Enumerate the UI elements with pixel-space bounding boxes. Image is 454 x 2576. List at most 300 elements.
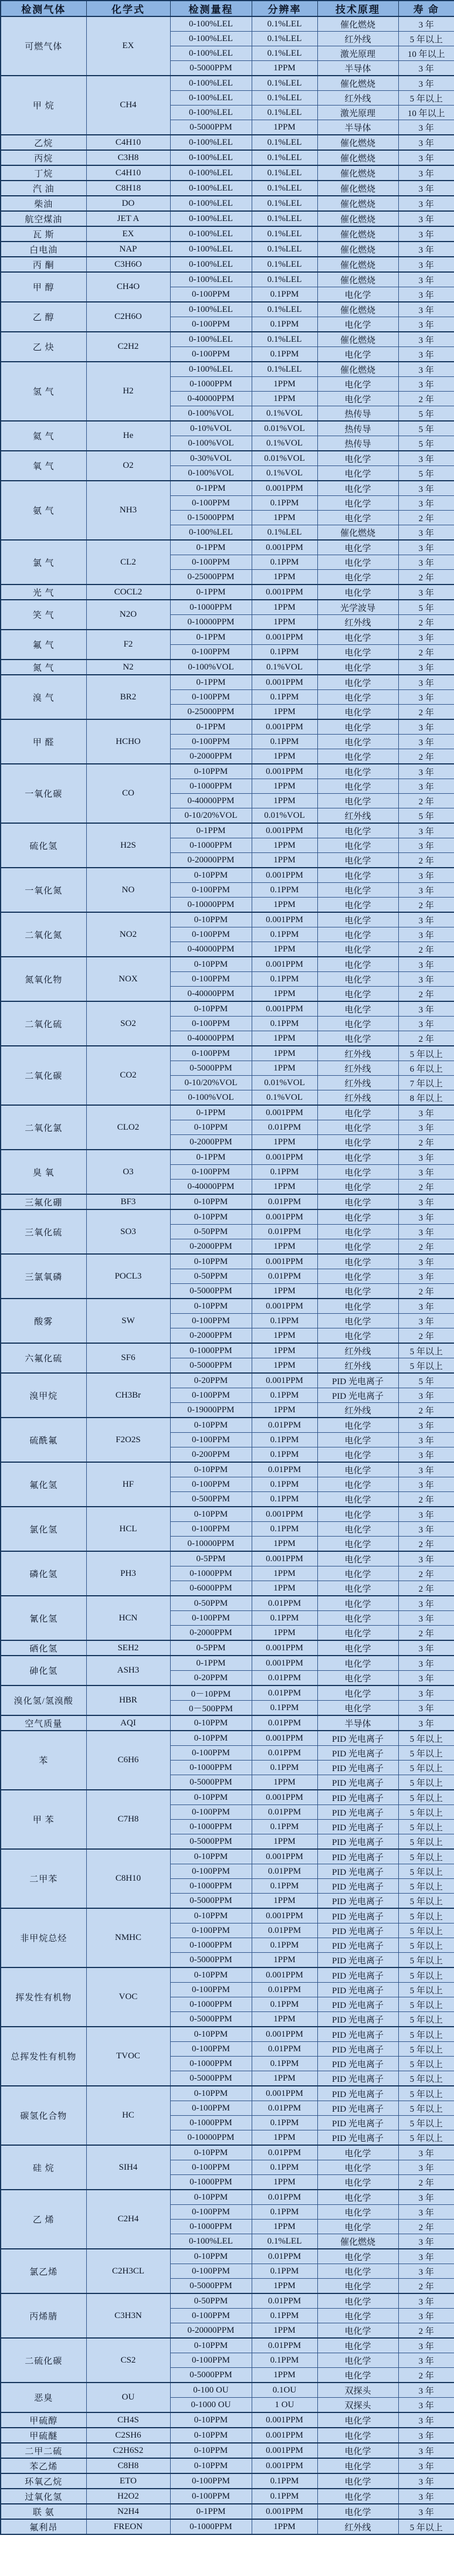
principle-cell: 电化学 [317, 1447, 398, 1463]
principle-cell: 电化学 [317, 1433, 398, 1447]
resolution-cell: 0.01PPM [252, 2101, 317, 2116]
gas-name-cell: 二氧化硫 [1, 1001, 86, 1046]
principle-cell: 电化学 [317, 749, 398, 764]
lifespan-cell: 3 年 [398, 362, 454, 377]
principle-cell: 红外线 [317, 1076, 398, 1090]
resolution-cell: 0.001PPM [252, 2458, 317, 2473]
resolution-cell: 0.1%VOL [252, 660, 317, 675]
gas-name-cell: 二氧化碳 [1, 1046, 86, 1105]
resolution-cell: 1PPM [252, 392, 317, 406]
lifespan-cell: 3 年 [398, 525, 454, 541]
gas-name-cell: 汽 油 [1, 181, 86, 196]
principle-cell: 电化学 [317, 1537, 398, 1552]
principle-cell: 双探头 [317, 2383, 398, 2398]
resolution-cell: 1PPM [252, 987, 317, 1002]
principle-cell: 电化学 [317, 347, 398, 362]
lifespan-cell: 5 年以上 [398, 1864, 454, 1879]
lifespan-cell: 3 年 [398, 2264, 454, 2279]
lifespan-cell: 3 年 [398, 927, 454, 942]
resolution-cell: 1PPM [252, 2071, 317, 2086]
formula-cell: O2 [86, 451, 170, 481]
resolution-cell: 0.1PPM [252, 1492, 317, 1507]
resolution-cell: 0.1%LEL [252, 181, 317, 196]
principle-cell: 电化学 [317, 1611, 398, 1626]
lifespan-cell: 3 年 [398, 1671, 454, 1686]
range-cell: 0-10000PPM [170, 1537, 252, 1552]
principle-cell: 红外线 [317, 615, 398, 630]
lifespan-cell: 5 年以上 [398, 1967, 454, 1983]
range-cell: 0-1000PPM [170, 779, 252, 794]
lifespan-cell: 3 年 [398, 332, 454, 347]
principle-cell: 电化学 [317, 1671, 398, 1686]
resolution-cell: 0.1PPM [252, 2264, 317, 2279]
resolution-cell: 1PPM [252, 853, 317, 868]
range-cell: 0-100%LEL [170, 106, 252, 120]
formula-cell: VOC [86, 1967, 170, 2027]
gas-name-cell: 乙 炔 [1, 332, 86, 362]
principle-cell: 电化学 [317, 1701, 398, 1716]
range-cell: 0-1000PPM [170, 1820, 252, 1834]
range-cell: 0-1000PPM [170, 1997, 252, 2012]
lifespan-cell: 2 年 [398, 645, 454, 660]
lifespan-cell: 6 年以上 [398, 1061, 454, 1076]
range-cell: 0-1000PPM [170, 838, 252, 853]
lifespan-cell: 2 年 [398, 1284, 454, 1299]
formula-cell: C8H8 [86, 2458, 170, 2473]
table-row [1, 181, 454, 196]
lifespan-cell: 2 年 [398, 794, 454, 808]
resolution-cell: 0.01PPM [252, 1194, 317, 1209]
resolution-cell: 0.1PPM [252, 1611, 317, 1626]
table-row [1, 1849, 454, 1864]
resolution-cell: 1PPM [252, 2175, 317, 2190]
lifespan-cell: 5 年以上 [398, 1805, 454, 1820]
lifespan-cell: 5 年 [398, 421, 454, 436]
resolution-cell: 0.001PPM [252, 1001, 317, 1017]
gas-name-cell: 甲硫醇 [1, 2412, 86, 2428]
formula-cell: HF [86, 1462, 170, 1507]
principle-cell: 电化学 [317, 2293, 398, 2309]
range-cell: 0-25000PPM [170, 570, 252, 585]
formula-cell: CO [86, 764, 170, 823]
gas-name-cell: 氰化氢 [1, 1596, 86, 1640]
principle-cell: 催化燃烧 [317, 272, 398, 287]
gas-name-cell: 氯化氢 [1, 1507, 86, 1551]
lifespan-cell: 3 年 [398, 630, 454, 645]
resolution-cell: 0.001PPM [252, 719, 317, 735]
lifespan-cell: 3 年 [398, 2353, 454, 2368]
principle-cell: 电化学 [317, 898, 398, 913]
formula-cell: N2O [86, 600, 170, 630]
range-cell: 0-100PPM [170, 317, 252, 332]
resolution-cell: 0.1PPM [252, 2489, 317, 2504]
resolution-cell: 0.001PPM [252, 1656, 317, 1671]
formula-cell: DO [86, 196, 170, 211]
principle-cell: PID 光电离子 [317, 2042, 398, 2057]
range-cell: 0-100%LEL [170, 525, 252, 541]
principle-cell: 催化燃烧 [317, 211, 398, 226]
formula-cell: TVOC [86, 2027, 170, 2086]
resolution-cell: 0.1PPM [252, 1388, 317, 1403]
principle-cell: PID 光电离子 [317, 1761, 398, 1775]
principle-cell: 电化学 [317, 1194, 398, 1209]
formula-cell: CH4O [86, 272, 170, 302]
lifespan-cell: 5 年以上 [398, 2101, 454, 2116]
lifespan-cell: 3 年 [398, 2145, 454, 2160]
principle-cell: 电化学 [317, 1225, 398, 1239]
header-principle: 技术原理 [317, 1, 398, 16]
gas-name-cell: 三氧化硫 [1, 1209, 86, 1254]
gas-name-cell: 丙烯腈 [1, 2293, 86, 2338]
lifespan-cell: 3 年 [398, 1105, 454, 1120]
resolution-cell: 0.1PPM [252, 317, 317, 332]
principle-cell: PID 光电离子 [317, 2101, 398, 2116]
formula-cell: NAP [86, 242, 170, 257]
resolution-cell: 1PPM [252, 2323, 317, 2339]
principle-cell: 电化学 [317, 1150, 398, 1165]
resolution-cell: 0.001PPM [252, 868, 317, 883]
principle-cell: 电化学 [317, 2504, 398, 2519]
gas-name-cell: 二氧化氯 [1, 1105, 86, 1150]
range-cell: 0-10000PPM [170, 2130, 252, 2146]
range-cell: 0-5000PPM [170, 1061, 252, 1076]
range-cell: 0-1PPM [170, 1150, 252, 1165]
lifespan-cell: 3 年 [398, 196, 454, 211]
range-cell: 0-100%VOL [170, 406, 252, 422]
lifespan-cell: 3 年 [398, 1596, 454, 1611]
range-cell: 0-50PPM [170, 2293, 252, 2309]
resolution-cell: 1PPM [252, 1343, 317, 1358]
lifespan-cell: 3 年 [398, 1656, 454, 1671]
resolution-cell: 0.1PPM [252, 2057, 317, 2071]
range-cell: 0-1PPM [170, 2504, 252, 2519]
resolution-cell: 0.1%LEL [252, 211, 317, 226]
formula-cell: SF6 [86, 1343, 170, 1373]
lifespan-cell: 3 年 [398, 2205, 454, 2220]
lifespan-cell: 3 年 [398, 165, 454, 181]
resolution-cell: 0.001PPM [252, 630, 317, 645]
range-cell: 0-5000PPM [170, 2071, 252, 2086]
table-row [1, 1105, 454, 1120]
lifespan-cell: 2 年 [398, 615, 454, 630]
range-cell: 0-100%LEL [170, 150, 252, 165]
range-cell: 0-1000PPM [170, 1343, 252, 1358]
principle-cell: 催化燃烧 [317, 76, 398, 91]
range-cell: 0-10PPM [170, 1254, 252, 1269]
gas-name-cell: 甲硫醚 [1, 2428, 86, 2443]
range-cell: 0-200PPM [170, 1447, 252, 1463]
range-cell: 0-10PPM [170, 2443, 252, 2458]
principle-cell: 电化学 [317, 1477, 398, 1492]
gas-name-cell: 光 气 [1, 584, 86, 600]
range-cell: 0-10/20%VOL [170, 1076, 252, 1090]
formula-cell: C2H6O [86, 302, 170, 332]
range-cell: 0-40000PPM [170, 392, 252, 406]
range-cell: 0-100%VOL [170, 1090, 252, 1106]
header-range: 检测量程 [170, 1, 252, 16]
resolution-cell: 0.001PPM [252, 1209, 317, 1225]
principle-cell: PID 光电离子 [317, 2071, 398, 2086]
principle-cell: PID 光电离子 [317, 2012, 398, 2027]
range-cell: 0-100%LEL [170, 226, 252, 242]
lifespan-cell: 5 年以上 [398, 2042, 454, 2057]
principle-cell: PID 光电离子 [317, 1908, 398, 1923]
range-cell: 0-50PPM [170, 1269, 252, 1284]
resolution-cell: 1PPM [252, 377, 317, 392]
resolution-cell: 0.001PPM [252, 1731, 317, 1746]
gas-name-cell: 碳氢化合物 [1, 2086, 86, 2145]
table-row [1, 1715, 454, 1731]
principle-cell: 电化学 [317, 511, 398, 525]
resolution-cell: 0.1%LEL [252, 525, 317, 541]
resolution-cell: 0.01PPM [252, 1671, 317, 1686]
lifespan-cell: 3 年 [398, 690, 454, 705]
lifespan-cell: 5 年以上 [398, 1820, 454, 1834]
principle-cell: 电化学 [317, 1254, 398, 1269]
range-cell: 0-100PPM [170, 1165, 252, 1180]
range-cell: 0-10000PPM [170, 615, 252, 630]
principle-cell: 激光原理 [317, 46, 398, 61]
lifespan-cell: 5 年以上 [398, 1953, 454, 1968]
lifespan-cell: 2 年 [398, 749, 454, 764]
resolution-cell: 0.1PPM [252, 972, 317, 987]
table-row [1, 1373, 454, 1388]
gas-name-cell: 乙 醇 [1, 302, 86, 332]
resolution-cell: 0.001PPM [252, 1105, 317, 1120]
formula-cell: C2SH6 [86, 2428, 170, 2443]
formula-cell: O3 [86, 1150, 170, 1194]
principle-cell: 电化学 [317, 1239, 398, 1255]
range-cell: 0-10PPM [170, 2338, 252, 2353]
resolution-cell: 0.1PPM [252, 1433, 317, 1447]
gas-name-cell: 二氧化氮 [1, 912, 86, 957]
formula-cell: NOX [86, 957, 170, 1001]
range-cell: 0-100PPM [170, 1477, 252, 1492]
resolution-cell: 0.1PPM [252, 1938, 317, 1953]
lifespan-cell: 10 年以上 [398, 106, 454, 120]
range-cell: 0-10PPM [170, 1462, 252, 1477]
lifespan-cell: 3 年 [398, 1715, 454, 1731]
principle-cell: 电化学 [317, 690, 398, 705]
principle-cell: 电化学 [317, 1328, 398, 1344]
principle-cell: 催化燃烧 [317, 525, 398, 541]
lifespan-cell: 2 年 [398, 1031, 454, 1046]
formula-cell: H2 [86, 362, 170, 421]
lifespan-cell: 3 年 [398, 481, 454, 496]
formula-cell: POCL3 [86, 1254, 170, 1299]
resolution-cell: 0.1PPM [252, 927, 317, 942]
principle-cell: 电化学 [317, 1596, 398, 1611]
principle-cell: 红外线 [317, 1358, 398, 1374]
resolution-cell: 1PPM [252, 1953, 317, 1968]
resolution-cell: 0.01PPM [252, 1805, 317, 1820]
principle-cell: 催化燃烧 [317, 302, 398, 317]
principle-cell: 红外线 [317, 1046, 398, 1061]
resolution-cell: 0.01PPM [252, 2042, 317, 2057]
lifespan-cell: 3 年 [398, 675, 454, 690]
lifespan-cell: 5 年以上 [398, 2071, 454, 2086]
lifespan-cell: 8 年以上 [398, 1090, 454, 1106]
formula-cell: CH3Br [86, 1373, 170, 1418]
lifespan-cell: 3 年 [398, 257, 454, 272]
resolution-cell: 1PPM [252, 1061, 317, 1076]
range-cell: 0-10000PPM [170, 898, 252, 913]
lifespan-cell: 3 年 [398, 779, 454, 794]
principle-cell: 电化学 [317, 1314, 398, 1328]
lifespan-cell: 3 年 [398, 719, 454, 735]
lifespan-cell: 5 年 [398, 808, 454, 824]
range-cell: 0-40000PPM [170, 942, 252, 957]
range-cell: 0-100PPM [170, 927, 252, 942]
formula-cell: C7H8 [86, 1790, 170, 1849]
lifespan-cell: 3 年 [398, 584, 454, 600]
table-row [1, 76, 454, 91]
gas-name-cell: 三氟化硼 [1, 1194, 86, 1209]
table-row [1, 2338, 454, 2353]
principle-cell: 电化学 [317, 1626, 398, 1641]
principle-cell: PID 光电离子 [317, 1983, 398, 1997]
range-cell: 0-5000PPM [170, 1284, 252, 1299]
range-cell: 0-100PPM [170, 1017, 252, 1031]
range-cell: 0-10PPM [170, 1209, 252, 1225]
range-cell: 0-1000PPM [170, 1879, 252, 1894]
principle-cell: 催化燃烧 [317, 242, 398, 257]
gas-name-cell: 氢 气 [1, 362, 86, 421]
principle-cell: 电化学 [317, 2190, 398, 2205]
principle-cell: 半导体 [317, 61, 398, 76]
gas-name-cell: 环氧乙烷 [1, 2473, 86, 2489]
lifespan-cell: 2 年 [398, 511, 454, 525]
lifespan-cell: 2 年 [398, 705, 454, 720]
range-cell: 0-5PPM [170, 1640, 252, 1656]
resolution-cell: 0.1PPM [252, 1165, 317, 1180]
header-row [1, 1, 454, 16]
lifespan-cell: 3 年 [398, 1551, 454, 1566]
lifespan-cell: 3 年 [398, 1447, 454, 1463]
lifespan-cell: 3 年 [398, 2443, 454, 2458]
gas-name-cell: 溴 气 [1, 675, 86, 719]
lifespan-cell: 3 年 [398, 272, 454, 287]
table-row [1, 600, 454, 615]
formula-cell: C8H10 [86, 1849, 170, 1908]
range-cell: 0-5PPM [170, 1551, 252, 1566]
range-cell: 0-100%LEL [170, 211, 252, 226]
range-cell: 0-100%LEL [170, 2234, 252, 2249]
resolution-cell: 0.1PPM [252, 1879, 317, 1894]
principle-cell: 半导体 [317, 120, 398, 135]
table-row [1, 302, 454, 317]
principle-cell: 电化学 [317, 972, 398, 987]
lifespan-cell: 5 年 [398, 406, 454, 422]
principle-cell: 电化学 [317, 2279, 398, 2294]
principle-cell: 热传导 [317, 436, 398, 451]
range-cell: 0-100%LEL [170, 257, 252, 272]
lifespan-cell: 3 年 [398, 287, 454, 303]
table-row [1, 2027, 454, 2042]
resolution-cell: 1PPM [252, 838, 317, 853]
resolution-cell: 0.001PPM [252, 1967, 317, 1983]
gas-name-cell: 二甲二硫 [1, 2443, 86, 2458]
table-row [1, 1343, 454, 1358]
formula-cell: SW [86, 1299, 170, 1343]
gas-name-cell: 乙烷 [1, 135, 86, 150]
range-cell: 0-100%LEL [170, 362, 252, 377]
resolution-cell: 0.1PPM [252, 735, 317, 749]
lifespan-cell: 3 年 [398, 61, 454, 76]
resolution-cell: 1PPM [252, 511, 317, 525]
lifespan-cell: 3 年 [398, 2412, 454, 2428]
principle-cell: 电化学 [317, 1656, 398, 1671]
resolution-cell: 0.1OU [252, 2383, 317, 2398]
resolution-cell: 0.1%LEL [252, 165, 317, 181]
lifespan-cell: 3 年 [398, 2383, 454, 2398]
range-cell: 0-100PPM [170, 1046, 252, 1061]
table-row [1, 2458, 454, 2473]
range-cell: 0-10PPM [170, 1001, 252, 1017]
formula-cell: SO2 [86, 1001, 170, 1046]
resolution-cell: 0.001PPM [252, 1254, 317, 1269]
principle-cell: 电化学 [317, 735, 398, 749]
range-cell: 0-10%VOL [170, 421, 252, 436]
principle-cell: PID 光电离子 [317, 1746, 398, 1761]
formula-cell: C6H6 [86, 1731, 170, 1790]
principle-cell: 电化学 [317, 912, 398, 927]
resolution-cell: 0.1PPM [252, 555, 317, 570]
range-cell: 0-100%LEL [170, 76, 252, 91]
resolution-cell: 1PPM [252, 1358, 317, 1374]
formula-cell: SIH4 [86, 2145, 170, 2190]
range-cell: 0-19000PPM [170, 1403, 252, 1418]
lifespan-cell: 2 年 [398, 1135, 454, 1150]
resolution-cell: 0.001PPM [252, 540, 317, 555]
resolution-cell: 1PPM [252, 2130, 317, 2146]
lifespan-cell: 5 年 [398, 600, 454, 615]
resolution-cell: 1PPM [252, 1537, 317, 1552]
gas-name-cell: 柴油 [1, 196, 86, 211]
lifespan-cell: 3 年 [398, 540, 454, 555]
lifespan-cell: 5 年以上 [398, 1834, 454, 1850]
range-cell: 0-100PPM [170, 1864, 252, 1879]
resolution-cell: 1PPM [252, 2220, 317, 2234]
range-cell: 0-100PPM [170, 1522, 252, 1537]
principle-cell: 电化学 [317, 1269, 398, 1284]
principle-cell: PID 光电离子 [317, 1953, 398, 1968]
resolution-cell: 0.001PPM [252, 1373, 317, 1388]
table-row [1, 660, 454, 675]
resolution-cell: 0.1%LEL [252, 91, 317, 106]
formula-cell: NO [86, 868, 170, 912]
lifespan-cell: 3 年 [398, 2458, 454, 2473]
range-cell: 0-100PPM [170, 972, 252, 987]
range-cell: 0-10PPM [170, 957, 252, 972]
resolution-cell: 0.01PPM [252, 2190, 317, 2205]
formula-cell: HCL [86, 1507, 170, 1551]
principle-cell: 电化学 [317, 660, 398, 675]
range-cell: 0-50PPM [170, 1596, 252, 1611]
table-row [1, 2190, 454, 2205]
range-cell: 0-50PPM [170, 1225, 252, 1239]
lifespan-cell: 3 年 [398, 1001, 454, 1017]
lifespan-cell: 3 年 [398, 1120, 454, 1135]
lifespan-cell: 5 年以上 [398, 2027, 454, 2042]
resolution-cell: 0.1PPM [252, 2353, 317, 2368]
range-cell: 0-1PPM [170, 1656, 252, 1671]
lifespan-cell: 5 年以上 [398, 2116, 454, 2130]
principle-cell: 电化学 [317, 1209, 398, 1225]
table-row [1, 135, 454, 150]
range-cell: 0-100%VOL [170, 466, 252, 481]
resolution-cell: 1PPM [252, 2012, 317, 2027]
